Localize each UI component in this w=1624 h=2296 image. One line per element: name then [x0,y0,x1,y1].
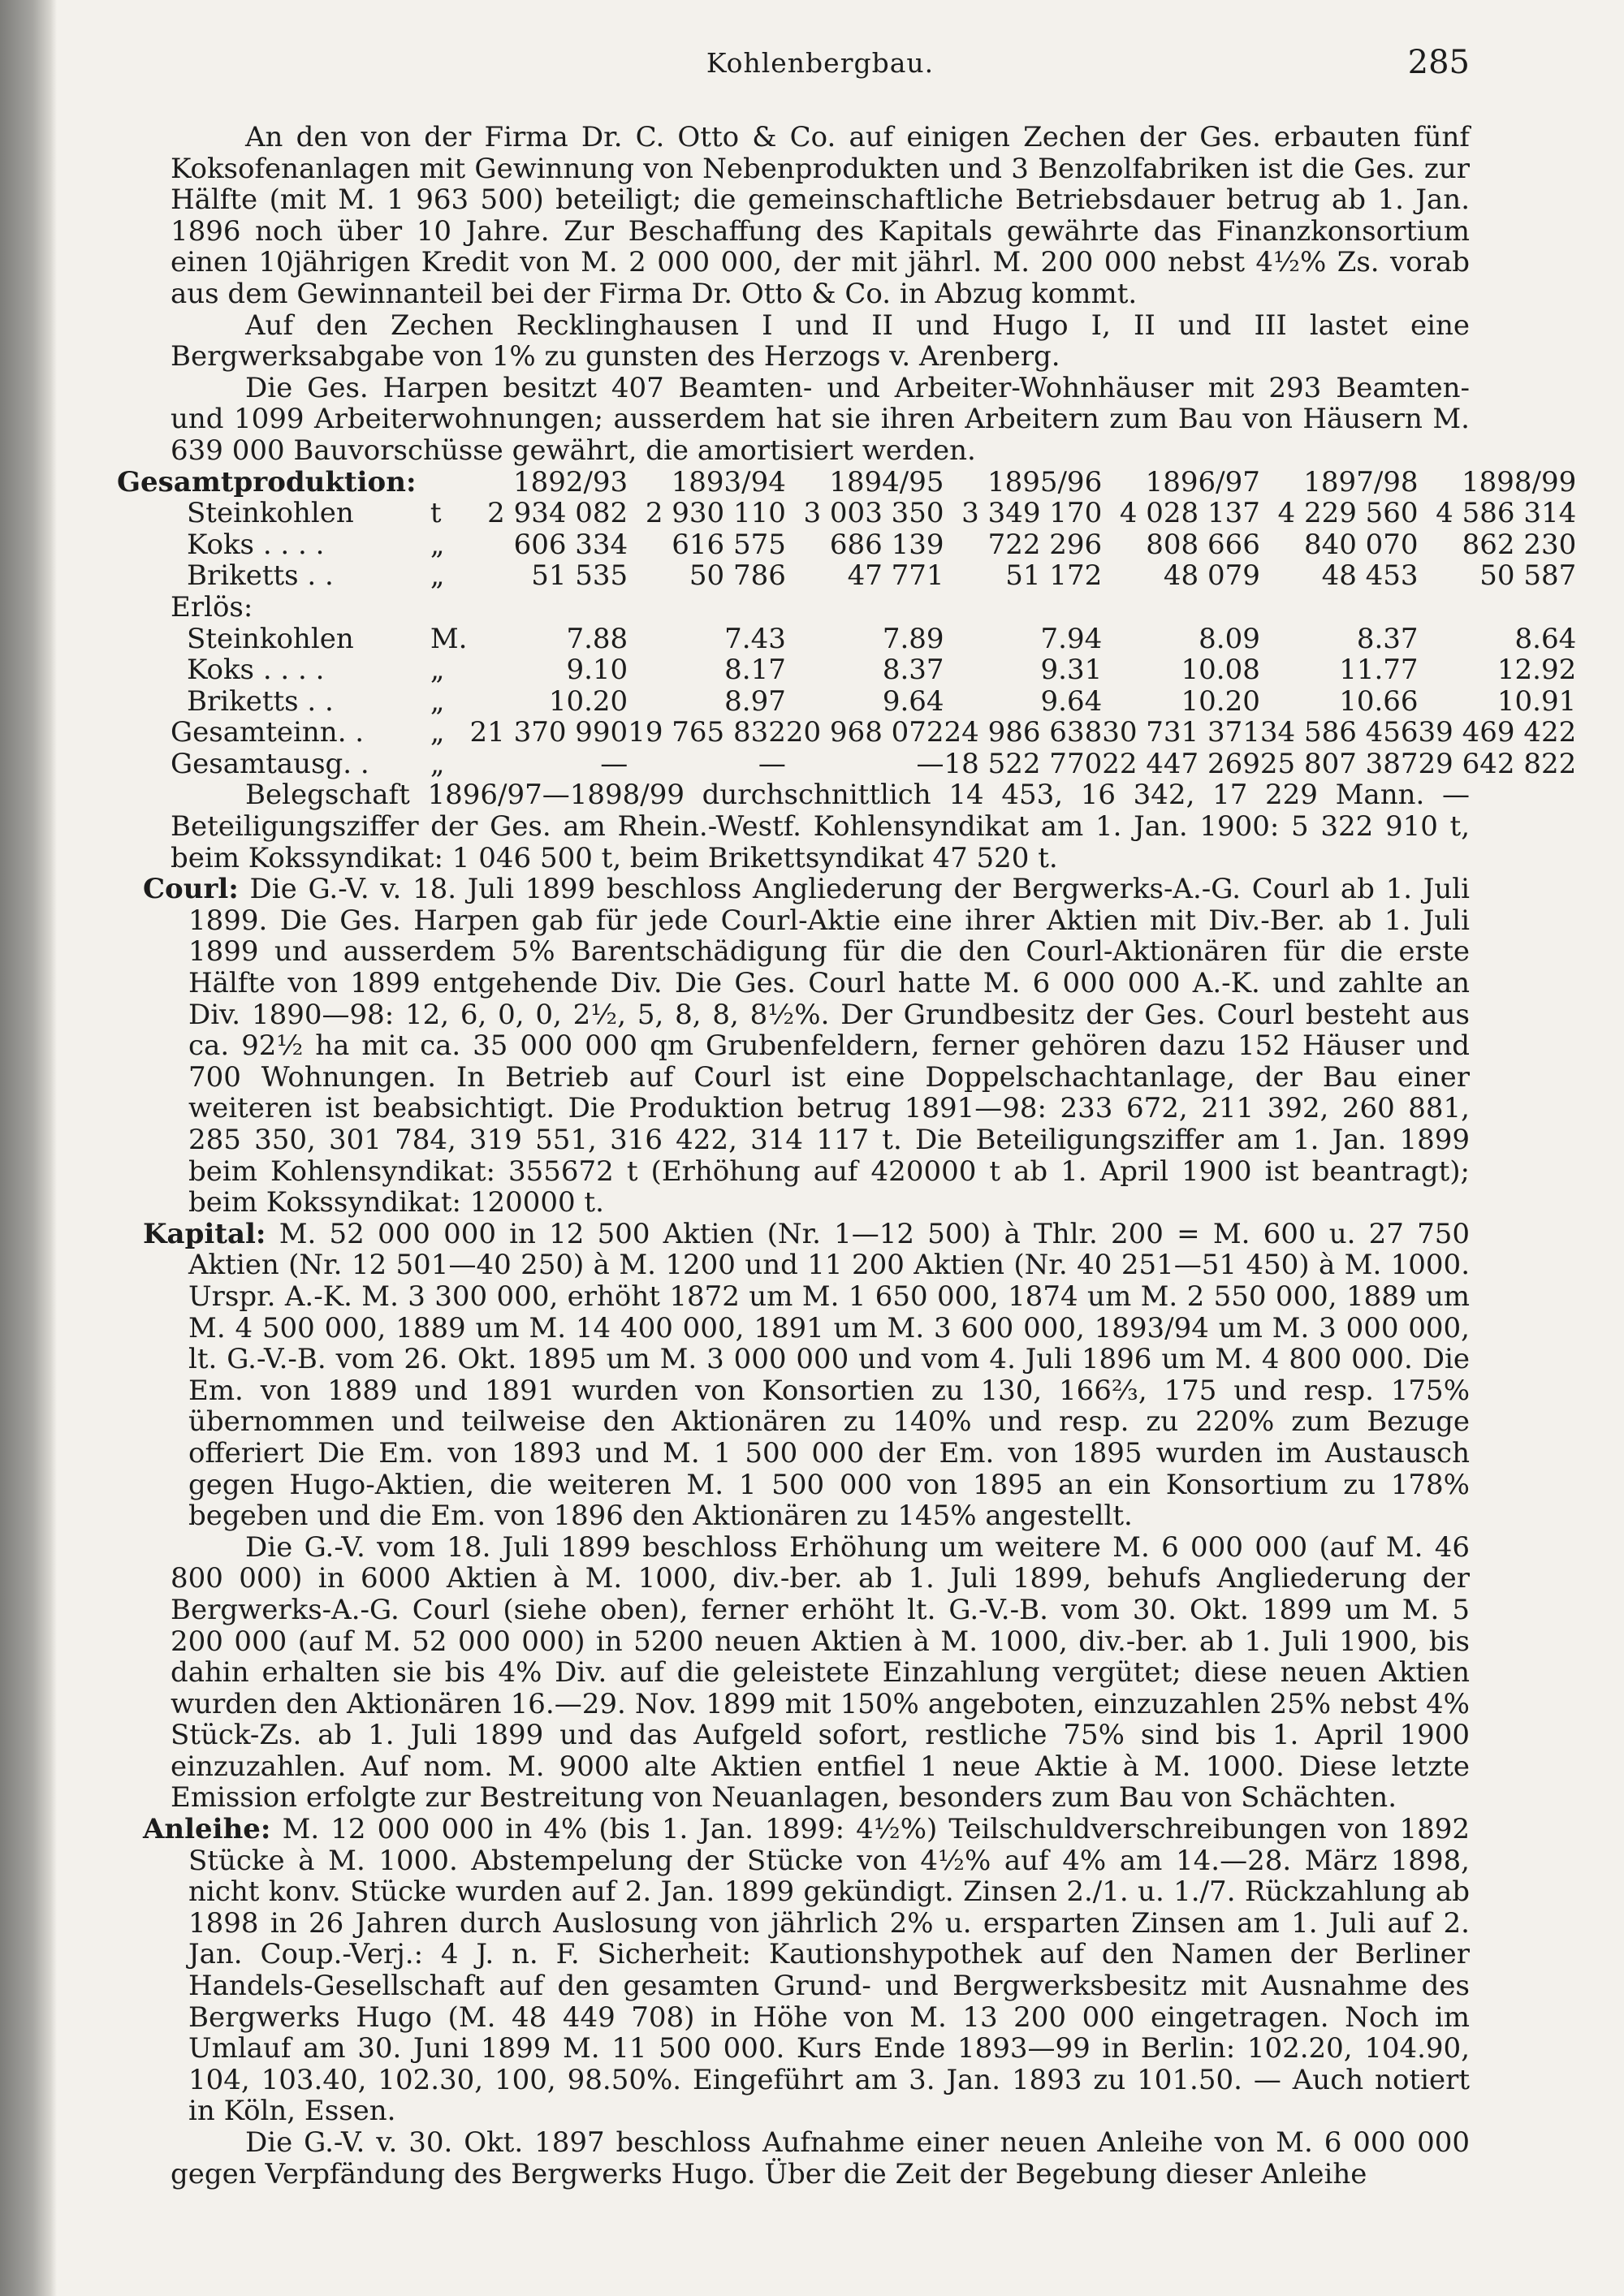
cell-value: 48 079 [1163,559,1260,593]
year-header: 1897/98 [1303,465,1419,498]
cell-value: 34 586 456 [1259,716,1419,749]
cell-value: 25 807 387 [1259,747,1419,780]
cell-value: 808 666 [1146,528,1260,561]
cell-value: 606 334 [513,528,628,561]
row-unit: „ [430,528,445,561]
cell-value: 8.97 [724,684,786,718]
intro-paragraph: An den von der Firma Dr. C. Otto & Co. auf einigen Zechen der Ges. erbauten fünf Koksofenanlagen mit Gewinnung von Nebenprodukten und 3 Benzolfabriken ist die Ges. zur Hälfte (mit M. 1 963 500) beteiligt; die gemeinschaftliche Betriebsdauer betrug ab 1. Jan. 1896 noch über 10 Jahre. Zur Beschaffung des Kapitals gewährte das Finanzkonsortium einen 10jährigen Kredit von M. 2 000 000, der mit jährl. M. 200 000 nebst 4½% Zs. vorab aus dem Gewinnanteil bei der Firma Dr. Otto & Co. in Abzug kommt. [171,121,1470,310]
courl-section [143,873,1470,1219]
cell-value: 8.37 [882,654,944,687]
table-row [171,498,1576,529]
cell-value: 47 771 [847,559,944,593]
table-row [171,686,1576,718]
anleihe-label: Anleihe: [143,1813,271,1846]
intro-paragraph: Auf den Zechen Recklinghausen I und II und Hugo I, II und III lastet eine Bergwerksabgabe von 1% zu gunsten des Herzogs v. Arenberg. [171,309,1470,373]
cell-value: 7.43 [724,622,786,655]
cell-value: 12.92 [1497,654,1577,687]
cell-value: 840 070 [1303,528,1419,561]
cell-value: 10.66 [1339,684,1419,718]
cell-value: 7.94 [1040,622,1103,655]
row-label: Gesamteinn. . [171,716,365,749]
page-number: 285 [1407,44,1470,81]
cell-value: 9.31 [1040,654,1103,687]
cell-value: 9.10 [566,654,628,687]
row-unit: „ [430,559,445,593]
table-row [171,529,1576,561]
cell-value: 48 453 [1321,559,1419,593]
cell-value: 4 229 560 [1277,497,1419,530]
year-header: 1898/99 [1461,465,1577,498]
row-label: Gesamtausg. . [171,747,369,780]
courl-label: Courl: [143,873,239,906]
anleihe-section [143,1813,1471,2128]
row-label: Steinkohlen [187,497,354,530]
production-table [117,465,1577,780]
year-header: 1894/95 [829,465,944,498]
kapital-text: M. 52 000 000 in 12 500 Aktien (Nr. 1—12 500) à Thlr. 200 = M. 600 u. 27 750 Aktien (Nr. 12 501—40 250) à M. 1200 und 11 200 Aktien (Nr. 40 251—51 450) à M. 1000. Urspr. A.-K. M. 3 300 000, erhöht 1872 um M. 1 650 000, 1874 um M. 2 550 000, 1889 um M. 4 500 000, 1889 um M. 14 400 000, 1891 um M. 3 600 000, 1893/94 um M. 3 000 000, lt. G.-V.-B. vom 26. Okt. 1895 um M. 3 000 000 und vom 4. Juli 1896 um M. 4 800 000. Die Em. von 1889 und 1891 wurden von Konsortien zu 130, 166⅔, 175 und resp. 175% übernommen und teilweise den Aktionären zu 140% und resp. zu 220% zum Bezuge offeriert Die Em. von 1893 und M. 1 500 000 der Em. von 1895 wurden im Austausch gegen Hugo-Aktien, die weiteren M. 1 500 000 von 1895 an ein Konsortium zu 178% begeben und die Em. von 1896 den Aktionären zu 145% angestellt. [188,1217,1470,1533]
year-header: 1892/93 [512,465,628,498]
row-unit: M. [430,622,468,655]
cell-value: 20 968 072 [785,716,944,749]
page-body [117,121,1577,2190]
cell-value: 30 731 371 [1102,716,1260,749]
cell-value: 22 447 269 [1102,747,1260,780]
cell-value: 10.20 [548,684,628,718]
table-row [171,624,1576,655]
table-row [171,654,1576,686]
production-heading: Gesamtproduktion: [117,465,417,498]
cell-value: 4 586 314 [1436,497,1577,530]
row-label: Steinkohlen [187,622,354,655]
cell-value: 51 535 [531,559,628,593]
anleihe-paragraph: Die G.-V. v. 30. Okt. 1897 beschloss Aufnahme einer neuen Anleihe von M. 6 000 000 gegen Verpfändung des Bergwerks Hugo. Über die Zeit der Begebung dieser Anleihe [171,2126,1470,2190]
table-row [171,560,1576,592]
row-label: Koks . . . . [187,654,325,687]
cell-value: 7.89 [882,622,944,655]
running-title: Kohlenbergbau. [706,47,935,79]
cell-value: 2 934 082 [487,497,628,530]
cell-value: 616 575 [672,528,786,561]
courl-text: Die G.-V. v. 18. Juli 1899 beschloss Angliederung der Bergwerks-A.-G. Courl ab 1. Juli 1899. Die Ges. Harpen gab für jede Courl-Aktie eine ihrer Aktien mit Div.-Ber. ab 1. Juli 1899 und ausserdem 5% Barentschädigung für die den Courl-Aktionären für die erste Hälfte von 1899 entgehende Div. Die Ges. Courl hatte M. 6 000 000 A.-K. und zahlte an Div. 1890—98: 12, 6, 0, 0, 2½, 5, 8, 8, 8½%. Der Grundbesitz der Ges. Courl besteht aus ca. 92½ ha mit ca. 35 000 000 qm Grubenfeldern, ferner gehören dazu 152 Häuser und 700 Wohnungen. In Betrieb auf Courl ist eine Doppelschachtanlage, der Bau einer weiteren ist beabsichtigt. Die Produktion betrug 1891—98: 233 672, 211 392, 260 881, 285 350, 301 784, 319 551, 316 422, 314 117 t. Die Beteiligungsziffer am 1. Jan. 1899 beim Kohlensyndikat: 355672 t (Erhöhung auf 420000 t ab 1. April 1900 ist beantragt); beim Kokssyndikat: 120000 t. [188,873,1470,1219]
cell-value: 50 587 [1479,559,1577,593]
row-unit: „ [430,747,445,780]
production-header-row [171,467,1576,498]
row-label: Koks . . . . [187,528,325,561]
cell-value: 39 469 422 [1418,716,1577,749]
cell-value: 18 522 770 [944,747,1103,780]
kapital-section [143,1217,1470,1533]
cell-value: — [916,747,944,780]
kapital-paragraph: Die G.-V. vom 18. Juli 1899 beschloss Erhöhung um weitere M. 6 000 000 (auf M. 46 800 000) in 6000 Aktien à M. 1000, div.-ber. ab 1. Juli 1899, behufs Angliederung der Bergwerks-A.-G. Courl (siehe oben), ferner erhöht lt. G.-V.-B. vom 30. Okt. 1899 um M. 5 200 000 (auf M. 52 000 000) in 5200 neuen Aktien à M. 1000, div.-ber. ab 1. Juli 1900, bis dahin erhalten sie bis 4% Div. auf die geleistete Einzahlung vergütet; diese neuen Aktien wurden den Aktionären 16.—29. Nov. 1899 mit 150% angeboten, einzuzahlen 25% nebst 4% Stück-Zs. ab 1. Juli 1899 und das Aufgeld sofort, restliche 75% sind bis 1. April 1900 einzuzahlen. Auf nom. M. 9000 alte Aktien entfiel 1 neue Aktie à M. 1000. Diese letzte Emission erfolgte zur Bestreitung von Neuanlagen, besonders zum Bau von Schächten. [171,1530,1470,1815]
cell-value: 7.88 [566,622,628,655]
cell-value: 2 930 110 [645,497,786,530]
anleihe-text: M. 12 000 000 in 4% (bis 1. Jan. 1899: 4½%) Teilschuldverschreibungen von 1892 Stücke à M. 1000. Abstempelung der Stücke von 4½% auf 4% am 14.—28. März 1898, nicht konv. Stücke wurden auf 2. Jan. 1899 gekündigt. Zinsen 2./1. u. 1./7. Rückzahlung ab 1898 in 26 Jahren durch Auslosung von jährlich 2% u. ersparten Zinsen am 1. Juli auf 2. Jan. Coup.-Verj.: 4 J. n. F. Sicherheit: Kautionshypothek auf den Namen der Berliner Handels-Gesellschaft auf den gesamten Grund- und Bergwerksbesitz mit Ausnahme des Bergwerks Hugo (M. 48 449 708) in Höhe von M. 13 200 000 eingetragen. Noch im Umlauf am 30. Juni 1899 M. 11 500 000. Kurs Ende 1893—99 in Berlin: 102.20, 104.90, 104, 103.40, 102.30, 100, 98.50%. Eingeführt am 3. Jan. 1893 zu 101.50. — Auch notiert in Köln, Essen. [188,1813,1471,2128]
year-header: 1895/96 [987,465,1103,498]
cell-value: 51 172 [1005,559,1103,593]
cell-value: — [600,747,628,780]
row-label: Briketts . . [187,684,334,718]
cell-value: 10.20 [1181,684,1260,718]
cell-value: 21 370 990 [469,716,628,749]
belegschaft-paragraph: Belegschaft 1896/97—1898/99 durchschnittlich 14 453, 16 342, 17 229 Mann. — Beteiligungsziffer der Ges. am Rhein.-Westf. Kohlensyndikat am 1. Jan. 1900: 5 322 910 t, beim Kokssyndikat: 1 046 500 t, beim Brikettsyndikat 47 520 t. [171,779,1470,874]
cell-value: 19 765 832 [628,716,786,749]
cell-value: 50 786 [689,559,786,593]
cell-value: 8.17 [724,654,786,687]
cell-value: 8.37 [1356,622,1419,655]
cell-value: 11.77 [1339,654,1419,687]
row-unit: t [430,497,442,530]
row-unit: „ [430,684,445,718]
erloes-label: Erlös: [171,590,253,624]
cell-value: 9.64 [1040,684,1103,718]
cell-value: 722 296 [987,528,1103,561]
cell-value: 8.64 [1514,622,1577,655]
page-binding-edge [0,0,57,2296]
row-unit: „ [430,716,445,749]
cell-value: 10.91 [1497,684,1577,718]
year-header: 1896/97 [1145,465,1260,498]
row-unit: „ [430,654,445,687]
table-row [171,592,1576,624]
cell-value: 3 349 170 [961,497,1103,530]
page-header [171,44,1470,86]
intro-paragraph: Die Ges. Harpen besitzt 407 Beamten- und Arbeiter-Wohnhäuser mit 293 Beamten- und 1099 Arbeiterwohnungen; ausserdem hat sie ihren Arbeitern zum Bau von Häusern M. 639 000 Bauvorschüsse gewährt, die amortisiert werden. [171,371,1470,467]
cell-value: 10.08 [1181,654,1260,687]
cell-value: 24 986 638 [944,716,1103,749]
cell-value: 4 028 137 [1119,497,1260,530]
year-header: 1893/94 [671,465,786,498]
kapital-label: Kapital: [143,1217,266,1250]
table-row [171,717,1576,749]
cell-value: 686 139 [829,528,944,561]
cell-value: 29 642 822 [1418,747,1577,780]
table-row [171,749,1576,780]
cell-value: 9.64 [882,684,944,718]
cell-value: 862 230 [1462,528,1577,561]
cell-value: — [758,747,786,780]
cell-value: 3 003 350 [803,497,944,530]
row-label: Briketts . . [187,559,334,593]
cell-value: 8.09 [1199,622,1260,655]
